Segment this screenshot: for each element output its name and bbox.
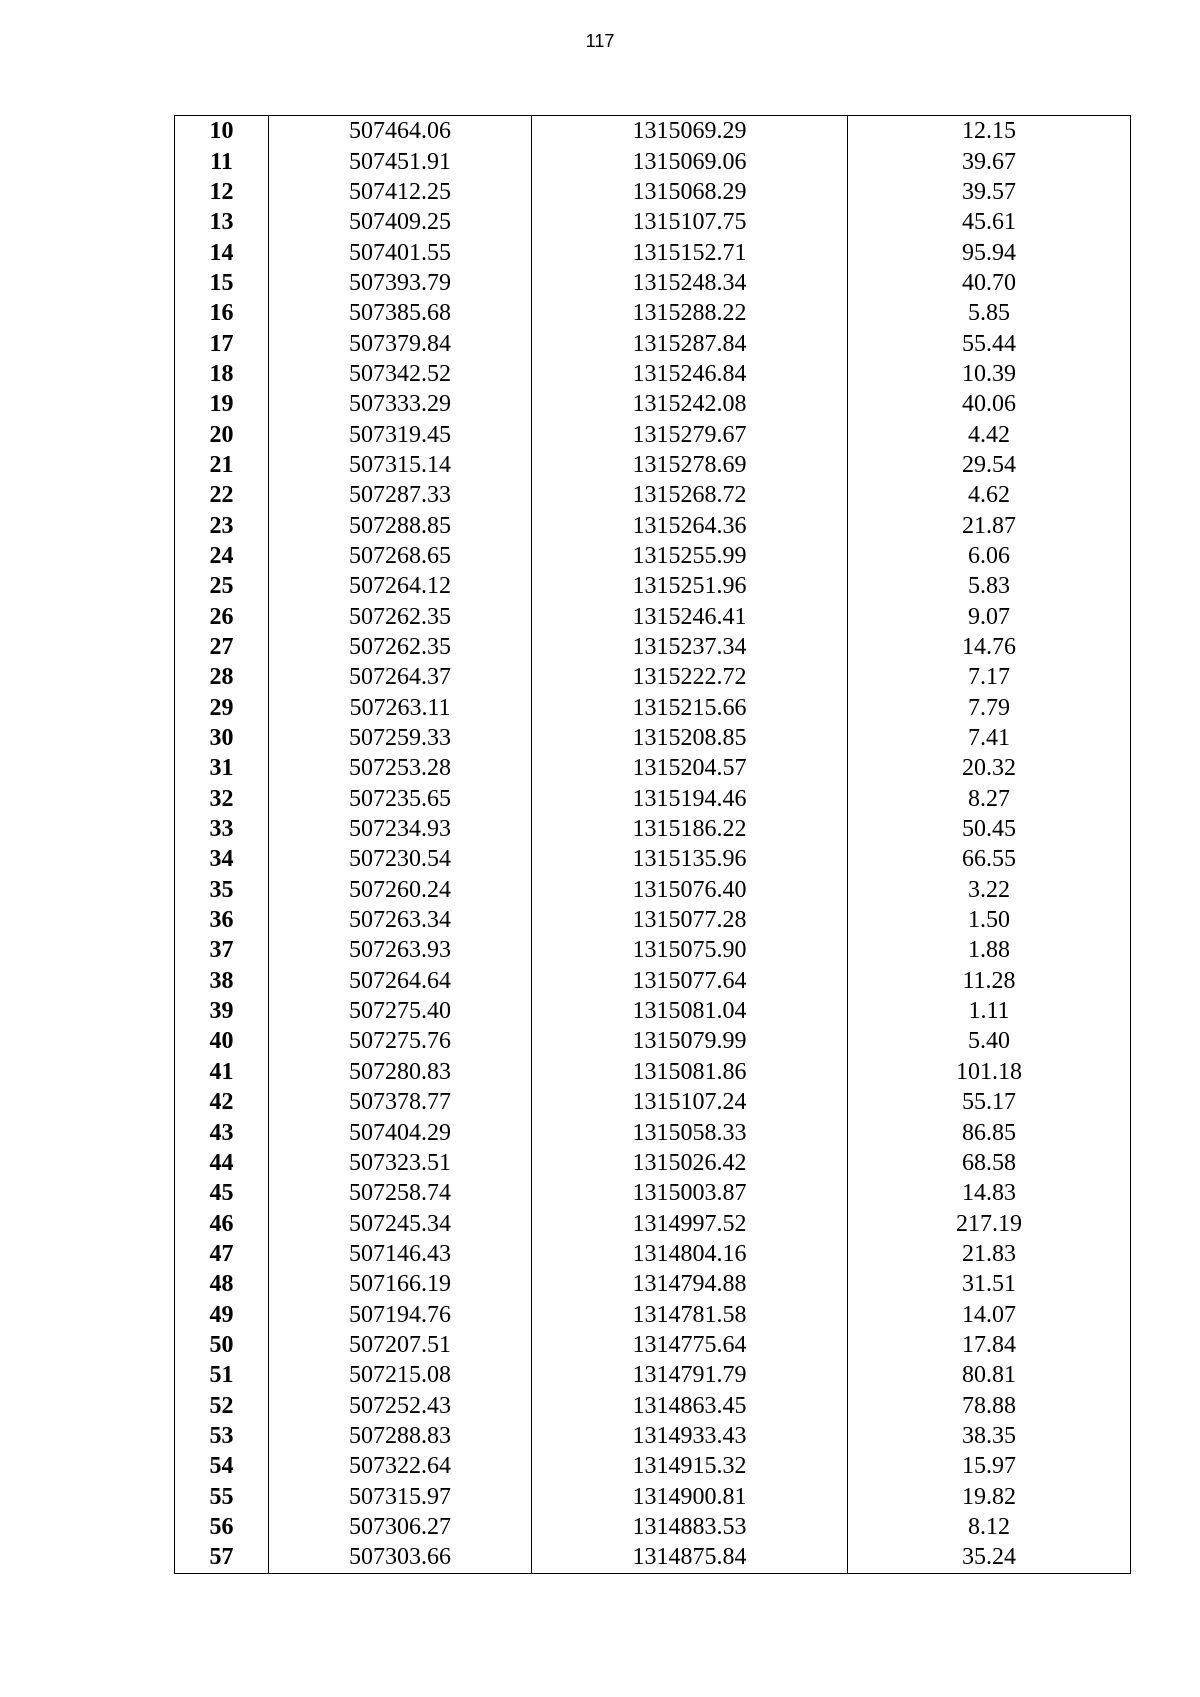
distance-cell: 14.83: [848, 1178, 1131, 1208]
point-number-cell: 34: [175, 844, 269, 874]
distance-cell: 17.84: [848, 1330, 1131, 1360]
point-number-cell: 46: [175, 1208, 269, 1238]
distance-cell: 31.51: [848, 1269, 1131, 1299]
distance-cell: 1.50: [848, 905, 1131, 935]
distance-cell: 4.42: [848, 419, 1131, 449]
distance-cell: 55.44: [848, 328, 1131, 358]
x-coordinate-cell: 507235.65: [269, 784, 532, 814]
x-coordinate-cell: 507264.37: [269, 662, 532, 692]
x-coordinate-cell: 507263.93: [269, 935, 532, 965]
table-row: [175, 1239, 1131, 1269]
point-number-cell: 21: [175, 450, 269, 480]
point-number-cell: 39: [175, 996, 269, 1026]
x-coordinate-cell: 507451.91: [269, 146, 532, 176]
point-number-cell: 53: [175, 1421, 269, 1451]
point-number-cell: 44: [175, 1148, 269, 1178]
x-coordinate-cell: 507378.77: [269, 1087, 532, 1117]
point-number-cell: 18: [175, 359, 269, 389]
x-coordinate-cell: 507379.84: [269, 328, 532, 358]
distance-cell: 217.19: [848, 1208, 1131, 1238]
table-row: [175, 1299, 1131, 1329]
x-coordinate-cell: 507245.34: [269, 1208, 532, 1238]
distance-cell: 40.70: [848, 268, 1131, 298]
x-coordinate-cell: 507315.97: [269, 1481, 532, 1511]
x-coordinate-cell: 507262.35: [269, 632, 532, 662]
table-row: [175, 1087, 1131, 1117]
table-row: [175, 298, 1131, 328]
y-coordinate-cell: 1314775.64: [532, 1330, 848, 1360]
table-row: [175, 996, 1131, 1026]
distance-cell: 38.35: [848, 1421, 1131, 1451]
y-coordinate-cell: 1315079.99: [532, 1026, 848, 1056]
point-number-cell: 22: [175, 480, 269, 510]
table-row: [175, 1026, 1131, 1056]
y-coordinate-cell: 1314883.53: [532, 1512, 848, 1542]
distance-cell: 3.22: [848, 875, 1131, 905]
x-coordinate-cell: 507215.08: [269, 1360, 532, 1390]
x-coordinate-cell: 507146.43: [269, 1239, 532, 1269]
x-coordinate-cell: 507252.43: [269, 1390, 532, 1420]
x-coordinate-cell: 507275.40: [269, 996, 532, 1026]
distance-cell: 12.15: [848, 116, 1131, 147]
x-coordinate-cell: 507166.19: [269, 1269, 532, 1299]
point-number-cell: 28: [175, 662, 269, 692]
y-coordinate-cell: 1315077.64: [532, 966, 848, 996]
x-coordinate-cell: 507303.66: [269, 1542, 532, 1573]
table-row: [175, 541, 1131, 571]
distance-cell: 68.58: [848, 1148, 1131, 1178]
distance-cell: 86.85: [848, 1117, 1131, 1147]
y-coordinate-cell: 1315208.85: [532, 723, 848, 753]
y-coordinate-cell: 1315248.34: [532, 268, 848, 298]
y-coordinate-cell: 1315246.84: [532, 359, 848, 389]
x-coordinate-cell: 507333.29: [269, 389, 532, 419]
distance-cell: 39.67: [848, 146, 1131, 176]
table-row: [175, 753, 1131, 783]
y-coordinate-cell: 1315186.22: [532, 814, 848, 844]
y-coordinate-cell: 1314875.84: [532, 1542, 848, 1573]
point-number-cell: 11: [175, 146, 269, 176]
distance-cell: 21.83: [848, 1239, 1131, 1269]
distance-cell: 7.17: [848, 662, 1131, 692]
table-row: [175, 1481, 1131, 1511]
table-row: [175, 1178, 1131, 1208]
table-row: [175, 1512, 1131, 1542]
y-coordinate-cell: 1315255.99: [532, 541, 848, 571]
y-coordinate-cell: 1314997.52: [532, 1208, 848, 1238]
table-row: [175, 1451, 1131, 1481]
distance-cell: 9.07: [848, 602, 1131, 632]
x-coordinate-cell: 507262.35: [269, 602, 532, 632]
y-coordinate-cell: 1315069.06: [532, 146, 848, 176]
point-number-cell: 41: [175, 1057, 269, 1087]
distance-cell: 5.83: [848, 571, 1131, 601]
point-number-cell: 40: [175, 1026, 269, 1056]
distance-cell: 45.61: [848, 207, 1131, 237]
distance-cell: 35.24: [848, 1542, 1131, 1573]
distance-cell: 1.88: [848, 935, 1131, 965]
distance-cell: 21.87: [848, 510, 1131, 540]
y-coordinate-cell: 1315251.96: [532, 571, 848, 601]
y-coordinate-cell: 1315026.42: [532, 1148, 848, 1178]
table-row: [175, 814, 1131, 844]
y-coordinate-cell: 1315215.66: [532, 693, 848, 723]
x-coordinate-cell: 507275.76: [269, 1026, 532, 1056]
point-number-cell: 42: [175, 1087, 269, 1117]
y-coordinate-cell: 1315081.86: [532, 1057, 848, 1087]
x-coordinate-cell: 507258.74: [269, 1178, 532, 1208]
point-number-cell: 17: [175, 328, 269, 358]
table-row: [175, 328, 1131, 358]
y-coordinate-cell: 1315107.75: [532, 207, 848, 237]
y-coordinate-cell: 1315107.24: [532, 1087, 848, 1117]
point-number-cell: 27: [175, 632, 269, 662]
point-number-cell: 45: [175, 1178, 269, 1208]
point-number-cell: 55: [175, 1481, 269, 1511]
y-coordinate-cell: 1314900.81: [532, 1481, 848, 1511]
y-coordinate-cell: 1315278.69: [532, 450, 848, 480]
table-row: [175, 875, 1131, 905]
y-coordinate-cell: 1314933.43: [532, 1421, 848, 1451]
distance-cell: 5.40: [848, 1026, 1131, 1056]
x-coordinate-cell: 507412.25: [269, 177, 532, 207]
x-coordinate-cell: 507207.51: [269, 1330, 532, 1360]
table-row: [175, 632, 1131, 662]
point-number-cell: 33: [175, 814, 269, 844]
point-number-cell: 12: [175, 177, 269, 207]
table-row: [175, 905, 1131, 935]
y-coordinate-cell: 1315077.28: [532, 905, 848, 935]
point-number-cell: 19: [175, 389, 269, 419]
table-row: [175, 1148, 1131, 1178]
point-number-cell: 29: [175, 693, 269, 723]
table-row: [175, 146, 1131, 176]
distance-cell: 40.06: [848, 389, 1131, 419]
x-coordinate-cell: 507322.64: [269, 1451, 532, 1481]
y-coordinate-cell: 1315194.46: [532, 784, 848, 814]
x-coordinate-cell: 507401.55: [269, 237, 532, 267]
y-coordinate-cell: 1315081.04: [532, 996, 848, 1026]
distance-cell: 8.27: [848, 784, 1131, 814]
distance-cell: 39.57: [848, 177, 1131, 207]
x-coordinate-cell: 507253.28: [269, 753, 532, 783]
x-coordinate-cell: 507288.85: [269, 510, 532, 540]
table-row: [175, 662, 1131, 692]
y-coordinate-cell: 1315268.72: [532, 480, 848, 510]
y-coordinate-cell: 1315152.71: [532, 237, 848, 267]
y-coordinate-cell: 1315237.34: [532, 632, 848, 662]
table-row: [175, 510, 1131, 540]
x-coordinate-cell: 507323.51: [269, 1148, 532, 1178]
distance-cell: 50.45: [848, 814, 1131, 844]
point-number-cell: 49: [175, 1299, 269, 1329]
x-coordinate-cell: 507264.12: [269, 571, 532, 601]
x-coordinate-cell: 507385.68: [269, 298, 532, 328]
distance-cell: 15.97: [848, 1451, 1131, 1481]
distance-cell: 66.55: [848, 844, 1131, 874]
y-coordinate-cell: 1315204.57: [532, 753, 848, 783]
x-coordinate-cell: 507280.83: [269, 1057, 532, 1087]
y-coordinate-cell: 1315135.96: [532, 844, 848, 874]
x-coordinate-cell: 507230.54: [269, 844, 532, 874]
y-coordinate-cell: 1315003.87: [532, 1178, 848, 1208]
point-number-cell: 15: [175, 268, 269, 298]
table-row: [175, 450, 1131, 480]
point-number-cell: 50: [175, 1330, 269, 1360]
x-coordinate-cell: 507259.33: [269, 723, 532, 753]
point-number-cell: 52: [175, 1390, 269, 1420]
x-coordinate-cell: 507268.65: [269, 541, 532, 571]
coordinates-table-body: [175, 116, 1131, 1574]
distance-cell: 19.82: [848, 1481, 1131, 1511]
x-coordinate-cell: 507393.79: [269, 268, 532, 298]
distance-cell: 29.54: [848, 450, 1131, 480]
x-coordinate-cell: 507264.64: [269, 966, 532, 996]
y-coordinate-cell: 1315264.36: [532, 510, 848, 540]
point-number-cell: 26: [175, 602, 269, 632]
distance-cell: 7.41: [848, 723, 1131, 753]
y-coordinate-cell: 1315288.22: [532, 298, 848, 328]
y-coordinate-cell: 1315058.33: [532, 1117, 848, 1147]
table-row: [175, 207, 1131, 237]
distance-cell: 14.07: [848, 1299, 1131, 1329]
table-row: [175, 723, 1131, 753]
x-coordinate-cell: 507260.24: [269, 875, 532, 905]
table-row: [175, 784, 1131, 814]
table-row: [175, 1390, 1131, 1420]
x-coordinate-cell: 507234.93: [269, 814, 532, 844]
x-coordinate-cell: 507287.33: [269, 480, 532, 510]
x-coordinate-cell: 507319.45: [269, 419, 532, 449]
point-number-cell: 56: [175, 1512, 269, 1542]
point-number-cell: 30: [175, 723, 269, 753]
distance-cell: 14.76: [848, 632, 1131, 662]
y-coordinate-cell: 1315076.40: [532, 875, 848, 905]
y-coordinate-cell: 1314915.32: [532, 1451, 848, 1481]
x-coordinate-cell: 507306.27: [269, 1512, 532, 1542]
distance-cell: 1.11: [848, 996, 1131, 1026]
y-coordinate-cell: 1315068.29: [532, 177, 848, 207]
point-number-cell: 25: [175, 571, 269, 601]
point-number-cell: 37: [175, 935, 269, 965]
point-number-cell: 32: [175, 784, 269, 814]
y-coordinate-cell: 1314794.88: [532, 1269, 848, 1299]
table-row: [175, 237, 1131, 267]
y-coordinate-cell: 1315287.84: [532, 328, 848, 358]
x-coordinate-cell: 507315.14: [269, 450, 532, 480]
point-number-cell: 23: [175, 510, 269, 540]
distance-cell: 10.39: [848, 359, 1131, 389]
point-number-cell: 24: [175, 541, 269, 571]
distance-cell: 78.88: [848, 1390, 1131, 1420]
table-row: [175, 389, 1131, 419]
point-number-cell: 20: [175, 419, 269, 449]
y-coordinate-cell: 1315222.72: [532, 662, 848, 692]
x-coordinate-cell: 507409.25: [269, 207, 532, 237]
point-number-cell: 54: [175, 1451, 269, 1481]
table-row: [175, 693, 1131, 723]
table-row: [175, 1421, 1131, 1451]
distance-cell: 80.81: [848, 1360, 1131, 1390]
point-number-cell: 51: [175, 1360, 269, 1390]
point-number-cell: 13: [175, 207, 269, 237]
x-coordinate-cell: 507288.83: [269, 1421, 532, 1451]
table-row: [175, 966, 1131, 996]
distance-cell: 6.06: [848, 541, 1131, 571]
table-row: [175, 268, 1131, 298]
y-coordinate-cell: 1315246.41: [532, 602, 848, 632]
distance-cell: 55.17: [848, 1087, 1131, 1117]
y-coordinate-cell: 1315242.08: [532, 389, 848, 419]
point-number-cell: 57: [175, 1542, 269, 1573]
point-number-cell: 31: [175, 753, 269, 783]
table-row: [175, 480, 1131, 510]
distance-cell: 20.32: [848, 753, 1131, 783]
y-coordinate-cell: 1314804.16: [532, 1239, 848, 1269]
table-row: [175, 935, 1131, 965]
coordinates-table: [174, 115, 1131, 1574]
x-coordinate-cell: 507404.29: [269, 1117, 532, 1147]
table-row: [175, 1117, 1131, 1147]
point-number-cell: 10: [175, 116, 269, 147]
y-coordinate-cell: 1314863.45: [532, 1390, 848, 1420]
x-coordinate-cell: 507194.76: [269, 1299, 532, 1329]
point-number-cell: 16: [175, 298, 269, 328]
table-row: [175, 1360, 1131, 1390]
table-row: [175, 1542, 1131, 1573]
point-number-cell: 48: [175, 1269, 269, 1299]
distance-cell: 8.12: [848, 1512, 1131, 1542]
table-row: [175, 419, 1131, 449]
y-coordinate-cell: 1315069.29: [532, 116, 848, 147]
point-number-cell: 36: [175, 905, 269, 935]
table-row: [175, 359, 1131, 389]
x-coordinate-cell: 507464.06: [269, 116, 532, 147]
distance-cell: 4.62: [848, 480, 1131, 510]
y-coordinate-cell: 1315075.90: [532, 935, 848, 965]
table-row: [175, 1208, 1131, 1238]
point-number-cell: 38: [175, 966, 269, 996]
point-number-cell: 47: [175, 1239, 269, 1269]
distance-cell: 101.18: [848, 1057, 1131, 1087]
table-row: [175, 571, 1131, 601]
distance-cell: 5.85: [848, 298, 1131, 328]
table-row: [175, 1057, 1131, 1087]
distance-cell: 95.94: [848, 237, 1131, 267]
table-row: [175, 1269, 1131, 1299]
point-number-cell: 14: [175, 237, 269, 267]
y-coordinate-cell: 1315279.67: [532, 419, 848, 449]
table-row: [175, 602, 1131, 632]
point-number-cell: 35: [175, 875, 269, 905]
x-coordinate-cell: 507342.52: [269, 359, 532, 389]
point-number-cell: 43: [175, 1117, 269, 1147]
page-number: 117: [585, 31, 615, 51]
table-row: [175, 844, 1131, 874]
x-coordinate-cell: 507263.34: [269, 905, 532, 935]
table-row: [175, 116, 1131, 147]
table-row: [175, 177, 1131, 207]
y-coordinate-cell: 1314791.79: [532, 1360, 848, 1390]
distance-cell: 11.28: [848, 966, 1131, 996]
table-row: [175, 1330, 1131, 1360]
x-coordinate-cell: 507263.11: [269, 693, 532, 723]
y-coordinate-cell: 1314781.58: [532, 1299, 848, 1329]
distance-cell: 7.79: [848, 693, 1131, 723]
